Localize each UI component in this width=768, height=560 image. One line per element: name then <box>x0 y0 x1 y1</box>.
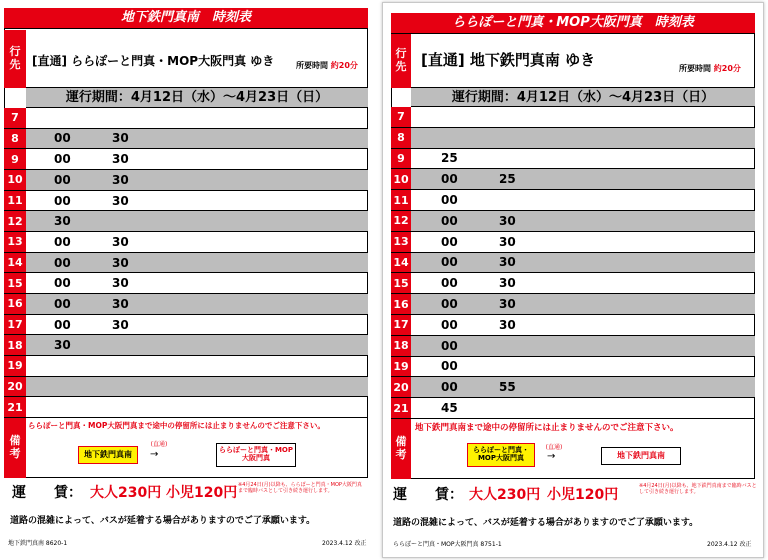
hour-row <box>391 128 755 149</box>
departure-minute: 00 <box>441 317 458 332</box>
fare-adult: 大人230円 <box>90 485 162 501</box>
departure-minute: 00 <box>441 255 458 270</box>
departure-minute: 30 <box>112 152 129 167</box>
hour-label: 14 <box>391 253 411 273</box>
destination-tab-char: 先 <box>395 60 407 73</box>
departure-minute: 30 <box>499 255 516 270</box>
hour-row <box>391 253 755 274</box>
hour-label: 9 <box>4 149 26 169</box>
timetable-title: 地下鉄門真南 時刻表 <box>4 8 368 28</box>
departure-minute: 30 <box>112 317 129 332</box>
hour-row <box>4 253 368 274</box>
remarks-tab-char: 考 <box>9 447 21 460</box>
fare-child: 小児120円 <box>547 487 619 503</box>
departure-minute: 00 <box>54 317 71 332</box>
departure-minute: 00 <box>441 297 458 312</box>
hour-label: 13 <box>4 232 26 252</box>
nonstop-notice: ららぽーと門真・MOP大阪門真まで途中の停留所には止まりませんのでご注意下さい。 <box>28 421 325 430</box>
departure-minute: 30 <box>112 296 129 311</box>
hour-row <box>4 356 368 377</box>
departure-minute: 45 <box>441 401 458 416</box>
travel-time-label: 所要時間 <box>679 64 711 73</box>
hour-row <box>391 190 755 211</box>
travel-time-value: 約20分 <box>330 61 358 70</box>
departure-minute: 00 <box>441 276 458 291</box>
hour-row <box>391 398 755 419</box>
timetable-title: ららぽーと門真・MOP大阪門真 時刻表 <box>391 13 755 33</box>
departure-minute: 30 <box>499 213 516 228</box>
departure-minute: 00 <box>54 296 71 311</box>
hour-row <box>4 170 368 191</box>
hour-label: 7 <box>4 108 26 128</box>
footer-code: 地下鉄門真南 8620-1 <box>8 540 68 547</box>
hour-row <box>4 335 368 356</box>
hour-row <box>4 294 368 315</box>
hour-label: 21 <box>4 397 26 417</box>
hour-row <box>4 273 368 294</box>
hour-label: 10 <box>4 170 26 190</box>
departure-minute: 30 <box>499 234 516 249</box>
hour-row <box>391 315 755 336</box>
departure-minute: 30 <box>112 255 129 270</box>
hour-label: 15 <box>4 273 26 293</box>
departure-minute: 00 <box>441 338 458 353</box>
departure-minute: 00 <box>54 276 71 291</box>
delay-notice: 道路の混雑によって、バスが延着する場合がありますのでご了承願います。 <box>10 516 316 526</box>
hour-label: 16 <box>391 294 411 314</box>
departure-minute: 30 <box>54 214 71 229</box>
hour-row <box>391 169 755 190</box>
hour-row <box>391 107 755 128</box>
timetable-sheet-left <box>4 8 368 556</box>
footer-date: 2023.4.12 改正 <box>707 541 752 548</box>
hour-label: 12 <box>4 211 26 231</box>
departure-minute: 30 <box>54 338 71 353</box>
destination-tab <box>4 30 26 88</box>
hour-row <box>4 232 368 253</box>
departure-minute: 30 <box>112 131 129 146</box>
hour-label: 7 <box>391 107 411 127</box>
nonstop-notice: 地下鉄門真南まで途中の停留所には止まりませんのでご注意下さい。 <box>415 423 679 433</box>
departure-minute: 00 <box>54 234 71 249</box>
departure-minute: 00 <box>441 380 458 395</box>
timetable-sheet-right <box>382 2 764 558</box>
remarks-tab-char: 考 <box>395 448 407 461</box>
hour-row <box>391 149 755 170</box>
destination-tab-char: 先 <box>9 58 21 71</box>
route-arrow-icon: → <box>150 449 159 460</box>
destination-title: [直通] ららぽーと門真・MOP大阪門真 ゆき <box>32 54 275 68</box>
route-origin-box: 地下鉄門真南 <box>78 446 138 464</box>
operation-period: 運行期間：4月12日（水）～4月23日（日） <box>26 88 368 108</box>
departure-minute: 00 <box>441 172 458 187</box>
hour-label: 10 <box>391 169 411 189</box>
hour-row <box>4 129 368 150</box>
fare-note: ※4月24日(月)以降も、ららぽーと門真・MOP大阪門真まで臨時バスとして引き続き運行します。 <box>238 482 362 494</box>
travel-time-label: 所要時間 <box>296 61 328 70</box>
hour-row <box>391 336 755 357</box>
footer-code: ららぽーと門真・MOP大阪門真 8751-1 <box>393 541 502 548</box>
destination-title: [直通] 地下鉄門真南 ゆき <box>421 51 596 69</box>
departure-minute: 00 <box>54 131 71 146</box>
hour-row <box>391 273 755 294</box>
hour-label: 11 <box>391 190 411 210</box>
hour-label: 16 <box>4 294 26 314</box>
hour-row <box>391 377 755 398</box>
hour-row <box>4 377 368 398</box>
hour-label: 21 <box>391 398 411 418</box>
hour-label: 20 <box>4 377 26 397</box>
departure-minute: 00 <box>441 359 458 374</box>
operation-period: 運行期間：4月12日（水）～4月23日（日） <box>411 88 755 107</box>
fare-adult: 大人230円 <box>469 487 541 503</box>
departure-minute: 30 <box>112 172 129 187</box>
hour-label: 18 <box>4 335 26 355</box>
remarks-tab-char: 備 <box>9 434 21 448</box>
delay-notice: 道路の混雑によって、バスが延着する場合がありますのでご了承願います。 <box>393 518 699 528</box>
hour-label: 9 <box>391 149 411 169</box>
departure-minute: 30 <box>112 276 129 291</box>
departure-minute: 30 <box>499 276 516 291</box>
departure-minute: 00 <box>54 172 71 187</box>
hour-label: 19 <box>4 356 26 376</box>
fare-label: 運 賃： <box>393 487 463 503</box>
hour-label: 11 <box>4 191 26 211</box>
hour-label: 19 <box>391 357 411 377</box>
departure-minute: 25 <box>499 172 516 187</box>
hour-row <box>4 108 368 129</box>
hour-label: 15 <box>391 273 411 293</box>
hour-row <box>4 211 368 232</box>
remarks-tab-char: 備 <box>395 435 407 449</box>
departure-minute: 30 <box>112 234 129 249</box>
hour-row <box>4 149 368 170</box>
departure-minute: 00 <box>54 152 71 167</box>
route-origin-box: ららぽーと門真・MOP大阪門真 <box>467 443 535 467</box>
hour-row <box>391 232 755 253</box>
remarks-tab <box>391 419 411 479</box>
route-arrow-icon: → <box>547 451 556 462</box>
hour-label: 12 <box>391 211 411 231</box>
hour-row <box>4 397 368 418</box>
route-via-label: (直通) <box>150 441 168 448</box>
departure-minute: 55 <box>499 380 516 395</box>
hour-row <box>4 191 368 212</box>
departure-minute: 25 <box>441 151 458 166</box>
departure-minute: 00 <box>441 234 458 249</box>
hour-label: 13 <box>391 232 411 252</box>
departure-minute: 00 <box>54 193 71 208</box>
departure-minute: 30 <box>499 317 516 332</box>
fare-label: 運 賃： <box>12 485 82 501</box>
remarks-tab <box>4 418 26 478</box>
travel-time-value: 約20分 <box>713 64 741 73</box>
hour-label: 8 <box>4 129 26 149</box>
route-destination-box: ららぽーと門真・MOP大阪門真 <box>216 443 296 467</box>
hour-row <box>391 211 755 232</box>
fare-note: ※4月24日(月)以降も、地下鉄門真南まで臨時バスとして引き続き運行します。 <box>639 483 757 495</box>
hour-row <box>391 357 755 378</box>
travel-time <box>679 63 741 74</box>
hour-label: 14 <box>4 253 26 273</box>
footer-date: 2023.4.12 改正 <box>322 540 367 547</box>
hour-label: 18 <box>391 336 411 356</box>
destination-tab <box>391 34 411 88</box>
route-destination-box: 地下鉄門真南 <box>601 447 681 465</box>
departure-minute: 00 <box>441 193 458 208</box>
departure-minute: 30 <box>112 193 129 208</box>
hour-row <box>391 294 755 315</box>
departure-minute: 00 <box>54 255 71 270</box>
hour-row <box>4 315 368 336</box>
departure-minute: 30 <box>499 297 516 312</box>
destination-tab-char: 行 <box>9 45 21 59</box>
travel-time <box>296 60 358 71</box>
fare-child: 小児120円 <box>166 485 238 501</box>
hour-label: 17 <box>4 315 26 335</box>
route-via-label: (直通) <box>545 444 563 451</box>
departure-minute: 00 <box>441 213 458 228</box>
hour-label: 8 <box>391 128 411 148</box>
hour-label: 17 <box>391 315 411 335</box>
hour-label: 20 <box>391 377 411 397</box>
destination-tab-char: 行 <box>395 47 407 61</box>
